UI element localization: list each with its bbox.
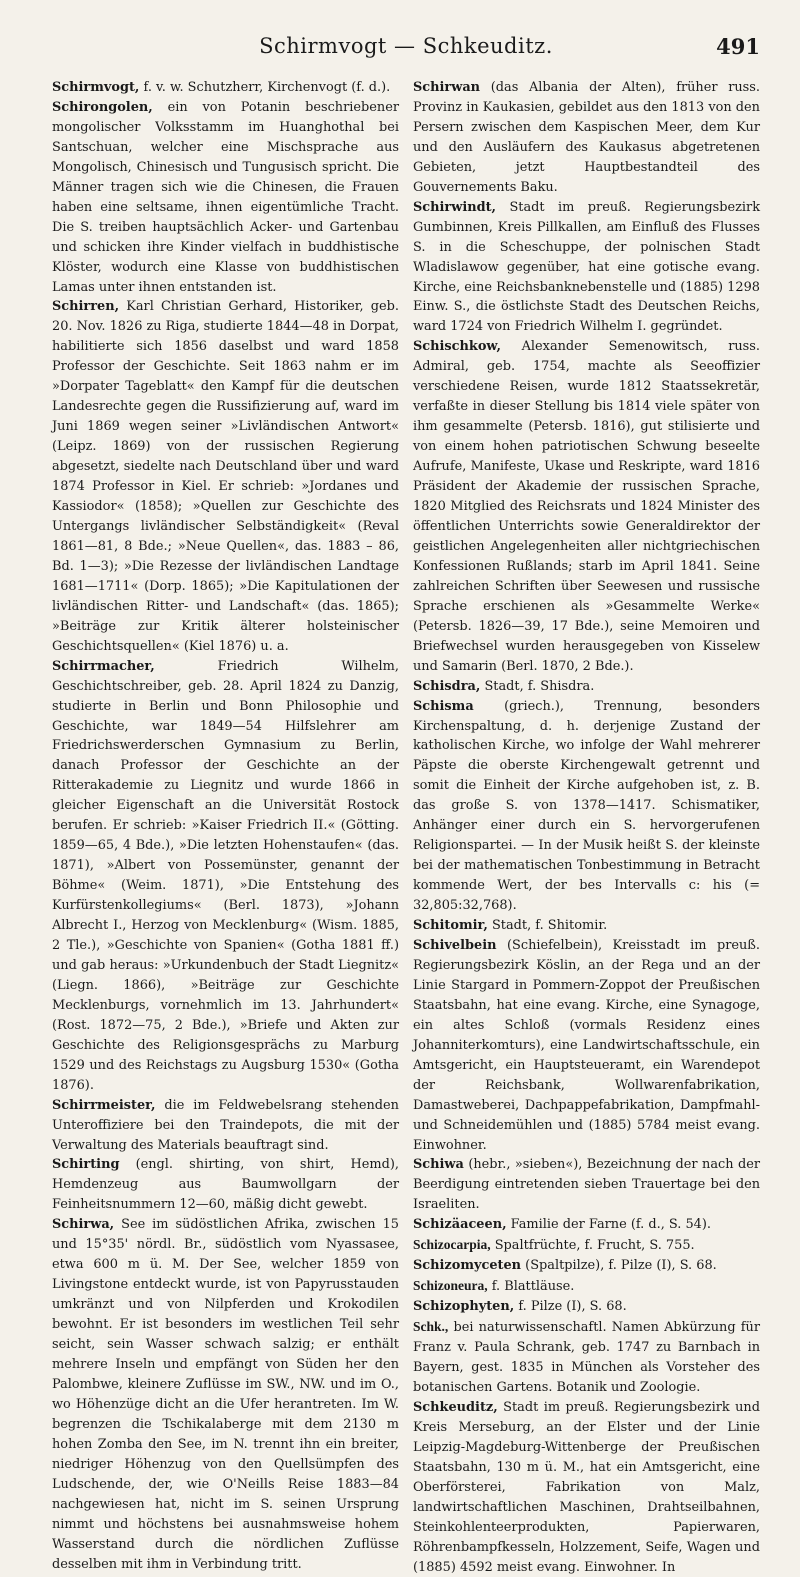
dictionary-entry xyxy=(413,1398,760,1577)
entry-text: Alexander Semenowitsch, russ. Admiral, geb. 1754, machte als Seeoffizier verschiedene Reisen, wurde 1812 Staatssekretär, verfaßte in dieser Stellung bis 1814 viele später von ihm gesammelte (Petersb. 1816), gut stilisierte und von einem hohen patriotischen Schwung beseelte Aufrufe, Manifeste, Ukase und Reskripte, ward 1816 Präsident der Akademie der russischen Sprache, 1820 Mitglied des Reichsrats und 1824 Minister des öffentlichen Unterrichts sowie Generaldirektor der geistlichen Angelegenheiten aller nichtgriechischen Konfessionen Rußlands; starb im April 1841. Seine zahlreichen Schriften über Seewesen und russische Sprache erschienen als »Gesammelte Werke« (Petersb. 1826—39, 17 Bde.), seine Memoiren und Briefwechsel wurden herausgegeben von Kisselew und Samarin (Berl. 1870, 2 Bde.). xyxy=(413,339,760,674)
entry-text: (Schiefelbein), Kreisstadt im preuß. Regierungsbezirk Köslin, an der Rega und an der Linie Stargard in Pommern-Zoppot der Preußischen Staatsbahn, hat eine evang. Kirche, eine Synagoge, ein altes Schloß (vormals Residenz eines Johanniterkomturs), eine Landwirtschaftsschule, ein Amtsgericht, ein Hauptsteueramt, ein Warendepot der Reichsbank, Wollwarenfabrikation, Damastweberei, Dachpappefabrikation, Dampfmahl- und Schneidemühlen und (1885) 5784 meist evang. Einwohner. xyxy=(413,937,760,1153)
entry-headword: Schizoneura, xyxy=(413,1278,488,1294)
entry-text: Familie der Farne (f. d., S. 54). xyxy=(506,1217,712,1233)
entry-headword: Schizäaceen, xyxy=(413,1217,507,1233)
entry-text: (hebr., »sieben«), Bezeichnung der nach der Beerdigung eintretenden sieben Trauertage bei den Israeliten. xyxy=(413,1157,760,1213)
dictionary-entry xyxy=(413,78,760,198)
entry-headword: Schiwa xyxy=(413,1157,464,1173)
entry-text: Stadt, f. Shitomir. xyxy=(487,918,608,934)
entry-headword: Schizomyceten xyxy=(413,1258,522,1274)
entry-headword: Schirrmacher, xyxy=(52,658,155,674)
dictionary-entry xyxy=(52,1096,399,1156)
dictionary-entry xyxy=(413,198,760,338)
entry-headword: Schirwan xyxy=(413,80,481,95)
entry-text: Friedrich Wilhelm, Geschichtschreiber, geb. 28. April 1824 zu Danzig, studierte in Berlin und Bonn Philosophie und Geschichte, war 1849—54 Hilfslehrer am Friedrichswerderschen Gymnasium zu Berlin, danach Professor der Geschichte an der Ritterakademie zu Liegnitz und wurde 1866 in gleicher Eigenschaft an die Universität Rostock berufen. Er schrieb: »Kaiser Friedrich II.« (Götting. 1859—65, 4 Bde.), »Die letzten Hohenstaufen« (das. 1871), »Albert von Possemünster, genannt der Böhme« (Weim. 1871), »Die Entstehung des Kurfürstenkollegiums« (Berl. 1873), »Johann Albrecht I., Herzog von Mecklenburg« (Wism. 1885, 2 Tle.), »Geschichte von Spanien« (Gotha 1881 ff.) und gab heraus: »Urkundenbuch der Stadt Liegnitz« (Liegn. 1866), »Beiträge zur Geschichte Mecklenburgs, vornehmlich im 13. Jahrhundert« (Rost. 1872—75, 2 Bde.), »Briefe und Akten zur Geschichte des Religionsgesprächs zu Marburg 1529 und des Reichstags zu Augsburg 1530« (Gotha 1876). xyxy=(52,658,399,1093)
entry-headword: Schk., xyxy=(413,1319,449,1335)
entry-text: ein von Potanin beschriebener mongolischer Volksstamm im Huanghothal bei Santschuan, welcher eine Mischsprache aus Mongolisch, Chinesisch und Tungusisch spricht. Die Männer tragen sich wie die Chinesen, die Frauen haben eine seltsame, ihnen eigentümliche Tracht. Die S. treiben hauptsächlich Acker- und Gartenbau und schicken ihre Kinder vielfach in buddhistische Klöster, wodurch eine Klasse von buddhistischen Lamas unter ihnen entstanden ist. xyxy=(52,99,399,295)
dictionary-entry xyxy=(413,916,760,936)
entry-text: (das Albania der Alten), früher russ. Provinz in Kaukasien, gebildet aus den 1813 von den Persern zwischen dem Kaspischen Meer, dem Kur und den Ausläufern des Kaukasus abgetretenen Gebieten, jetzt Hauptbestandteil des Gouvernements Baku. xyxy=(413,80,760,195)
entry-headword: Schirting xyxy=(52,1157,120,1173)
dictionary-entry xyxy=(52,657,399,1096)
entry-text: See im südöstlichen Afrika, zwischen 15 und 15°35' nördl. Br., südöstlich vom Nyassasee, etwa 600 m ü. M. Der See, welcher 1859 von Livingstone entdeckt wurde, ist von Papyrusstauden umkränzt und von Nilpferden und Krokodilen bewohnt. Er ist besonders im westlichen Teil sehr seicht, sein Wasser schwach salzig; er enthält mehrere Inseln und empfängt von Süden her den Palombwe, kleinere Zuflüsse im SW., NW. und im O., wo Höhenzüge dicht an die Ufer herantreten. Im W. begrenzen die Tschikalaberge mit dem 2130 m hohen Zomba den See, im N. trennt ihn ein breiter, niedriger Höhenzug von den Quellsümpfen des Ludschende, der, wie O'Neills Reise 1883—84 nachgewiesen hat, nicht im S. seinen Ursprung nimmt und höchstens bei ausnahmsweise hohem Wasserstand durch die nördlichen Zuflüsse desselben mit ihm in Verbindung tritt. xyxy=(52,1217,399,1572)
entry-headword: Schirrmeister, xyxy=(52,1097,156,1113)
entry-headword: Schisdra, xyxy=(413,678,481,694)
dictionary-entry xyxy=(413,1256,760,1276)
dictionary-entry xyxy=(52,1155,399,1215)
dictionary-entry xyxy=(413,677,760,697)
running-head: Schirmvogt — Schkeuditz. xyxy=(259,34,553,58)
entry-text: die im Feldwebelsrang stehenden Unteroffiziere bei den Traindepots, die mit der Verwaltung des Materials beauftragt sind. xyxy=(52,1097,399,1153)
dictionary-entry xyxy=(413,1235,760,1256)
entry-headword: Schizophyten, xyxy=(413,1299,515,1315)
dictionary-entry xyxy=(413,1297,760,1317)
entry-headword: Schirongolen, xyxy=(52,99,153,115)
dictionary-entry xyxy=(413,1155,760,1215)
dictionary-entry xyxy=(413,1276,760,1297)
entry-headword: Schisma xyxy=(413,698,474,714)
entry-headword: Schitomir, xyxy=(413,918,488,934)
entry-text: (engl. shirting, von shirt, Hemd), Hemdenzeug aus Baumwollgarn der Feinheitsnummern 12—60, mäßig dicht gewebt. xyxy=(52,1157,399,1213)
entry-text: (griech.), Trennung, besonders Kirchenspaltung, d. h. derjenige Zustand der katholischen Kirche, wo infolge der Wahl mehrerer Päpste die oberste Kirchengewalt getrennt und somit die Einheit der Kirche aufgehoben ist, z. B. das große S. von 1378—1417. Schismatiker, Anhänger einer durch ein S. hervorgerufenen Religionspartei. — In der Musik heißt S. der kleinste bei der mathematischen Tonbestimmung in Betracht kommende Wert, der bes Intervalls c: his (= 32,805:32,768). xyxy=(413,698,760,914)
entry-text: Stadt, f. Shisdra. xyxy=(480,678,595,694)
entry-text: f. Blattläuse. xyxy=(487,1279,575,1295)
text-columns xyxy=(52,78,760,1577)
entry-headword: Schischkow, xyxy=(413,339,501,355)
right-column xyxy=(413,78,760,1577)
entry-text: Stadt im preuß. Regierungsbezirk Gumbinnen, Kreis Pillkallen, am Einfluß des Flusses S. in die Scheschuppe, der polnischen Stadt Wladislawow gegenüber, hat eine gotische evang. Kirche, eine Reichsbanknebenstelle und (1885) 1298 Einw. S., die östlichste Stadt des Deutschen Reichs, ward 1724 von Friedrich Wilhelm I. gegründet. xyxy=(413,199,760,335)
dictionary-entry xyxy=(413,1215,760,1235)
entry-headword: Schizocarpia, xyxy=(413,1237,491,1253)
entry-text: Karl Christian Gerhard, Historiker, geb. 20. Nov. 1826 zu Riga, studierte 1844—48 in Dorpat, habilitierte sich 1856 daselbst und ward 1858 Professor der Geschichte. Seit 1863 nahm er im »Dorpater Tageblatt« den Kampf für die deutschen Landesrechte gegen die Russifizierung auf, ward im Juni 1869 wegen seiner »Livländischen Antwort« (Leipz. 1869) von der russischen Regierung abgesetzt, siedelte nach Deutschland über und ward 1874 Professor in Kiel. Er schrieb: »Jordanes und Kassiodor« (1858); »Quellen zur Geschichte des Untergangs livländischer Selbständigkeit« (Reval 1861—81, 8 Bde.; »Neue Quellen«, das. 1883 – 86, Bd. 1—3); »Die Rezesse der livländischen Landtage 1681—1711« (Dorp. 1865); »Die Kapitulationen der livländischen Ritter- und Landschaft« (das. 1865); »Beiträge zur Kritik älterer holsteinischer Geschichtsquellen« (Kiel 1876) u. a. xyxy=(52,299,400,654)
dictionary-entry xyxy=(52,98,399,298)
entry-text: Stadt im preuß. Regierungsbezirk und Kreis Merseburg, an der Elster und der Linie Leipzig-Magdeburg-Wittenberge der Preußischen Staatsbahn, 130 m ü. M., hat ein Amtsgericht, eine Oberförsterei, Fabrikation von Malz, landwirtschaftlichen Maschinen, Drahtseilbahnen, Steinkohlenteerprodukten, Papierwaren, Röhrenbampfkesseln, Holzzement, Seife, Wagen und (1885) 4592 meist evang. Einwohner. In xyxy=(413,1399,760,1575)
entry-headword: Schkeuditz, xyxy=(413,1399,498,1415)
dictionary-entry xyxy=(413,337,760,676)
page-header xyxy=(52,34,760,70)
entry-headword: Schivelbein xyxy=(413,937,497,953)
entry-text: bei naturwissenschaftl. Namen Abkürzung für Franz v. Paula Schrank, geb. 1747 zu Barnbach in Bayern, gest. 1835 in München als Vorsteher des botanischen Gartens. Botanik und Zoologie. xyxy=(413,1320,760,1395)
dictionary-entry xyxy=(413,697,760,916)
dictionary-entry xyxy=(52,1215,399,1574)
dictionary-entry xyxy=(413,1317,760,1398)
entry-headword: Schirren, xyxy=(52,299,120,315)
dictionary-entry xyxy=(52,78,399,98)
entry-text: (Spaltpilze), f. Pilze (I), S. 68. xyxy=(521,1258,717,1274)
entry-text: Spaltfrüchte, f. Frucht, S. 755. xyxy=(490,1238,695,1254)
dictionary-entry xyxy=(413,936,760,1155)
left-column xyxy=(52,78,399,1577)
entry-text: f. v. w. Schutzherr, Kirchenvogt (f. d.). xyxy=(139,80,391,95)
entry-headword: Schirwa, xyxy=(52,1217,115,1233)
page-number: 491 xyxy=(716,34,760,59)
entry-text: f. Pilze (I), S. 68. xyxy=(514,1299,627,1315)
entry-headword: Schirmvogt, xyxy=(52,80,140,95)
dictionary-entry xyxy=(52,297,399,656)
entry-headword: Schirwindt, xyxy=(413,199,497,215)
